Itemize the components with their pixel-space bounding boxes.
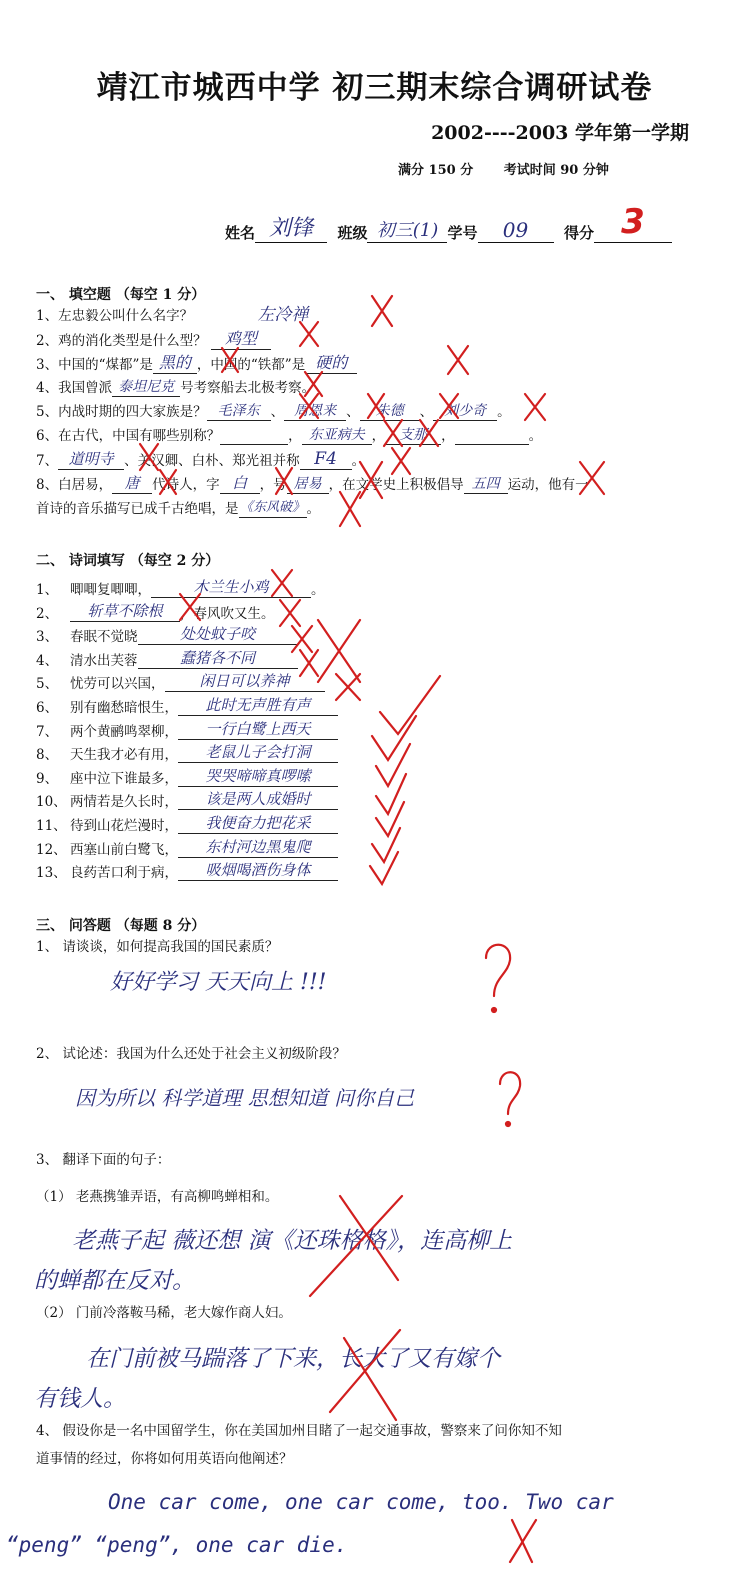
poem-given-text: 座中泣下谁最多， (70, 770, 178, 787)
s1-q8-text-f: 首诗的音乐描写已成千古绝唱，是 (36, 501, 239, 517)
s3-q4-answer-line2: “peng” “peng”, one car die. (6, 1533, 348, 1557)
poem-given-text: 别有幽愁暗恨生， (70, 700, 178, 716)
red-cross-mark (525, 394, 545, 420)
s3-q1: 1、 请谈谈，如何提高我国的国民素质？ (36, 939, 279, 955)
poem-answer: 该是两人成婚时 (205, 790, 311, 809)
poem-punctuation: 。 (311, 582, 325, 598)
red-cross-mark (580, 462, 604, 494)
poem-answer: 斩草不除根 (87, 601, 163, 620)
poem-answer: 一行白鹭上西天 (205, 719, 311, 738)
red-cross-mark (305, 372, 322, 396)
s1-q7-answer-a: 道明寺 (68, 450, 114, 468)
s1-q8-answer-d: 五四 (471, 476, 500, 492)
red-cross-mark (300, 650, 318, 676)
class-label: 班级 (337, 224, 368, 242)
name-value: 刘锋 (269, 216, 314, 241)
poem-given-text: 两个黄鹂鸣翠柳， (70, 723, 178, 740)
red-cross-mark (292, 626, 312, 652)
s1-q6-text: 6、在古代，中国有哪些别称？ (36, 428, 221, 444)
score-value: 3 (621, 202, 645, 242)
poem-given-text: ，春风吹又生。 (180, 605, 275, 622)
red-cross-mark (272, 570, 292, 596)
s1-q8-text-e: 运动，他有一 (507, 477, 589, 493)
s3-q4-line2: 道事情的经过，你将如何用英语向他阐述？ (36, 1451, 293, 1467)
red-cross-mark (392, 448, 410, 474)
red-check-mark (370, 852, 398, 884)
red-question-mark (486, 945, 510, 996)
poem-answer: 闲日可以养神 (199, 672, 290, 691)
poem-number: 2、 (36, 605, 59, 622)
red-cross-mark (180, 594, 200, 620)
red-cross-mark (222, 348, 238, 372)
poem-given-text: 西塞山前白鹭飞， (70, 841, 178, 858)
red-cross-mark (372, 296, 392, 326)
s1-q5-answer-2: 周恩来 (294, 403, 337, 419)
red-question-mark (506, 1122, 510, 1126)
s1-q4-text-a: 4、我国曾派 (36, 380, 113, 396)
s1-q1-text: 1、左忠毅公叫什么名字？ (36, 308, 194, 324)
s1-q5-answer-4: 刘少奇 (444, 403, 487, 419)
poem-number: 1、 (36, 582, 59, 598)
s3-q3-answer2-line1: 在门前被马踹落了下来，长大了又有嫁个 (86, 1346, 500, 1372)
red-cross-mark (360, 462, 382, 498)
s3-q4-line1: 4、 假设你是一名中国留学生，你在美国加州目睹了一起交通事故，警察来了问你知不知 (36, 1423, 562, 1439)
s1-q5-answer-3: 朱德 (375, 403, 404, 419)
s1-q8-line2: 首诗的音乐描写已成千古绝唱，是《东风破》 。 (36, 500, 320, 517)
poem-answer: 东村河边黑鬼爬 (205, 837, 311, 856)
poem-number: 5、 (36, 676, 59, 693)
s1-q7: 7、 道明寺 、关汉卿、白朴、郑光祖并称 F4 。 (36, 449, 366, 469)
poem-number: 9、 (36, 770, 59, 787)
poem-answer: 处处蚊子咬 (179, 625, 255, 644)
section1-heading: 一、 填空题 （每空 1 分） (36, 287, 206, 303)
poem-number: 4、 (36, 652, 59, 669)
poem-number: 10、 (36, 794, 67, 811)
poem-number: 7、 (36, 723, 59, 740)
poem-number: 8、 (36, 747, 59, 764)
exam-title: 靖江市城西中学 初三期末综合调研试卷 (96, 70, 653, 106)
class-value: 初三(1) (376, 220, 439, 241)
red-cross-mark (440, 394, 458, 418)
s1-q5-text: 5、内战时期的四大家族是？ (36, 404, 207, 420)
red-cross-mark (336, 674, 360, 700)
red-check-mark (372, 716, 416, 760)
poem-number: 12、 (36, 841, 67, 858)
s3-q3-sentence2: （2） 门前冷落鞍马稀，老大嫁作商人妇。 (36, 1305, 292, 1321)
poem-number: 13、 (36, 865, 67, 882)
exam-time: 考试时间 90 分钟 (503, 163, 609, 178)
poem-number: 3、 (36, 629, 59, 646)
s1-q8-answer-b: 白 (232, 474, 248, 492)
poem-answer: 老鼠儿子会打洞 (205, 743, 311, 762)
red-cross-mark (318, 620, 360, 682)
s1-q3-answer-b: 硬的 (315, 353, 348, 372)
s1-q6-answer-2: 东亚病夫 (308, 427, 365, 443)
red-cross-mark (368, 394, 384, 418)
s3-q3: 3、 翻译下面的句子： (36, 1152, 171, 1168)
poem-answer: 蠢猪各不同 (179, 648, 255, 667)
poem-answer: 此时无声胜有声 (205, 696, 311, 714)
red-cross-mark (300, 394, 318, 418)
s1-q8-text-a: 8、白居易， (36, 477, 113, 493)
poem-given-text: 两情若是久长时， (70, 794, 178, 811)
red-cross-mark (384, 420, 402, 446)
poem-given-text: 忧劳可以兴国， (70, 676, 165, 693)
poem-given-text: 唧唧复唧唧， (70, 582, 151, 598)
s1-q8-text-b: 代诗人，字 (152, 477, 220, 493)
s1-q3-text-a: 3、中国的“煤都”是 (36, 357, 153, 373)
red-cross-mark (160, 470, 176, 494)
red-cross-mark (340, 492, 360, 526)
poem-answer: 木兰生小鸡 (193, 578, 269, 596)
s1-q8-text-c: ，号 (259, 477, 287, 493)
name-label: 姓名 (225, 224, 256, 242)
s3-q2: 2、 试论述：我国为什么还处于社会主义初级阶段？ (36, 1046, 346, 1062)
poem-number: 6、 (36, 700, 59, 716)
section3-heading: 三、 问答题 （每题 8 分） (36, 918, 206, 934)
s1-q5-answer-1: 毛泽东 (217, 403, 260, 419)
red-cross-mark (276, 468, 292, 494)
red-cross-mark (448, 346, 468, 374)
red-cross-mark (300, 322, 318, 346)
poem-number: 11、 (36, 818, 67, 834)
score-label: 得分 (563, 224, 594, 242)
red-cross-mark (330, 1330, 400, 1420)
s1-q1-answer: 左冷禅 (257, 305, 309, 325)
red-cross-mark (280, 600, 300, 626)
s1-q2-text: 2、鸡的消化类型是什么型？ (36, 333, 207, 349)
poem-answer: 吸烟喝酒伤身体 (205, 861, 311, 880)
red-cross-mark (140, 444, 158, 470)
red-question-mark (500, 1072, 520, 1114)
s1-q4-text-b: 号考察船去北极考察。 (180, 380, 316, 396)
red-cross-mark (510, 1520, 536, 1562)
s1-q3-answer-a: 黑的 (158, 353, 191, 372)
poem-given-text: 待到山花烂漫时， (70, 818, 178, 834)
school-year: 2002----2003 学年第一学期 (431, 122, 689, 144)
poem-given-text: 天生我才必有用， (70, 747, 178, 764)
red-cross-mark (310, 1196, 402, 1296)
s1-q2-answer: 鸡型 (224, 329, 257, 348)
s3-q3-answer1-line1: 老燕子起 薇还想 演《还珠格格》，连高柳上 (72, 1228, 513, 1254)
number-value: 09 (502, 218, 529, 242)
s1-q7-answer-b: F4 (314, 449, 337, 469)
poem-given-text: 良药苦口利于病， (70, 865, 178, 882)
number-label: 学号 (447, 224, 478, 242)
s1-q6: 6、在古代，中国有哪些别称？ ， 东亚病夫 ， 支那 ， 。 (36, 427, 543, 444)
poem-given-text: 春眠不觉晓 (70, 629, 138, 646)
s3-q3-answer2-line2: 有钱人。 (34, 1386, 126, 1412)
s3-q1-answer: 好好学习 天天向上 !!! (110, 970, 327, 995)
s3-q2-answer: 因为所以 科学道理 思想知道 问你自己 (75, 1086, 415, 1110)
s1-q5: 5、内战时期的四大家族是？ 毛泽东 、 周恩来 、 朱德 、 刘少奇 。 (36, 403, 511, 420)
s1-q4-answer: 泰坦尼克 (118, 379, 175, 395)
s3-q3-answer1-line2: 的蝉都在反对。 (34, 1268, 195, 1294)
s1-q8-answer-c: 居易 (293, 476, 322, 492)
s1-q8-answer-a: 唐 (124, 474, 140, 492)
section2-heading: 二、 诗词填写 （每空 2 分） (36, 553, 220, 569)
red-question-mark (492, 1008, 496, 1012)
s3-q3-sentence1: （1） 老燕携雏弄语，有高柳鸣蝉相和。 (36, 1189, 279, 1205)
s1-q3-text-b: ，中国的“铁都”是 (196, 357, 306, 373)
poem-given-text: 清水出芙蓉 (70, 652, 138, 669)
s1-q6-answer-3: 支那 (399, 427, 428, 443)
poem-answer: 我便奋力把花采 (205, 814, 311, 832)
full-score: 满分 150 分 (398, 163, 474, 178)
red-cross-mark (420, 420, 438, 446)
s1-q8-answer-f: 《东风破》 (239, 500, 305, 515)
s3-q4-answer-line1: One car come, one car come, too. Two car (108, 1490, 614, 1514)
s1-q7-text: 、关汉卿、白朴、郑光祖并称 (124, 453, 300, 469)
poem-answer: 哭哭啼啼真啰嗦 (205, 766, 311, 785)
s1-q8-text-d: ，在文学史上积极倡导 (328, 477, 464, 493)
